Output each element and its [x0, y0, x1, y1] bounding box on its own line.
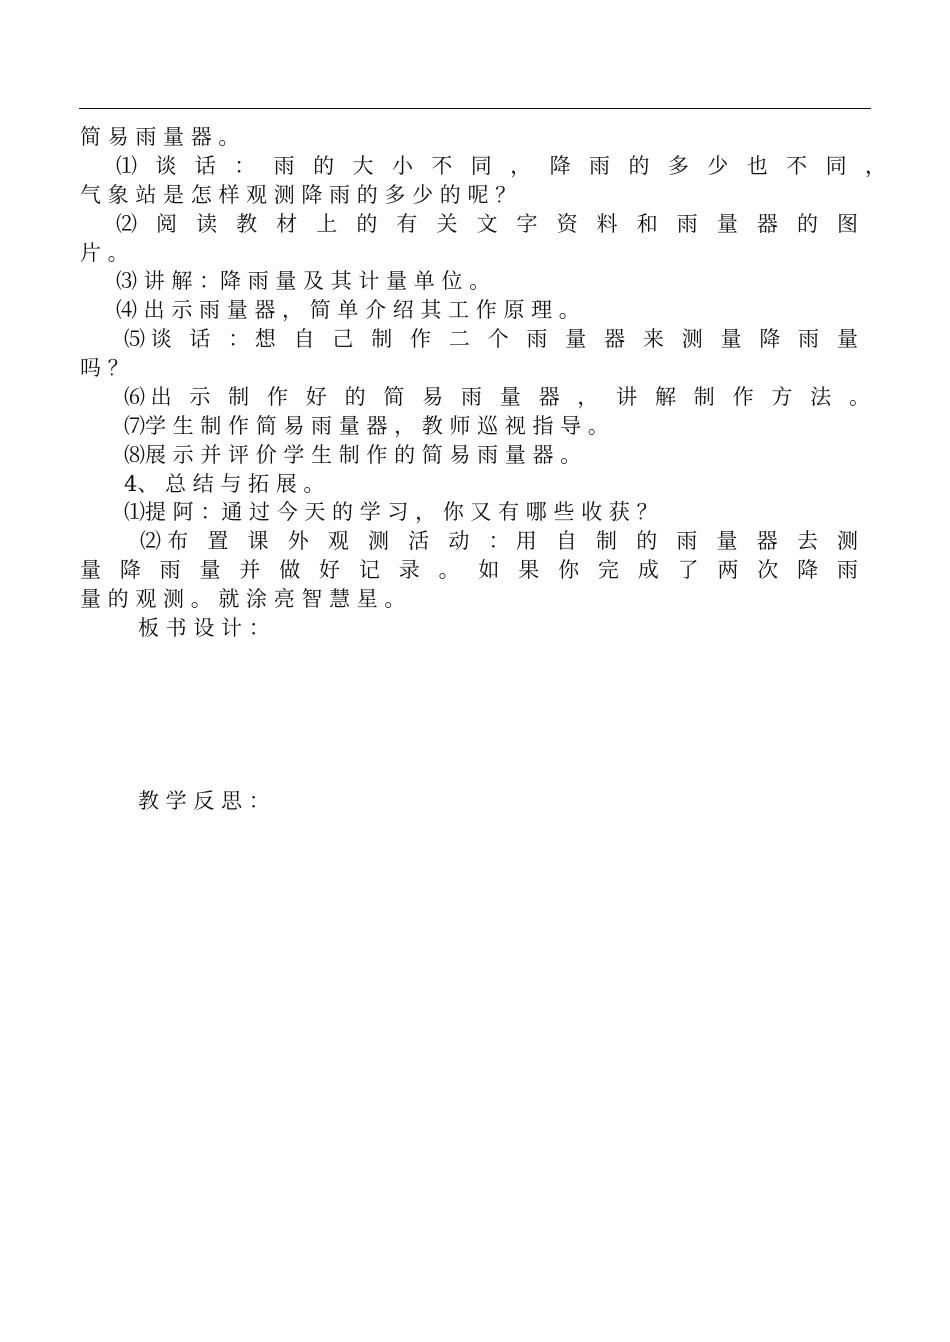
text-line-15: ⑵布 置 课 外 观 测 活 动 ：用 自 制 的 雨 量 器 去 测: [140, 529, 858, 553]
text-line-4: ⑵ 阅 读 教 材 上 的 有 关 文 字 资 料 和 雨 量 器 的 图: [116, 212, 858, 236]
text-line-6: ⑶ 讲 解 ：降 雨 量 及 其 计 量 单 位 。: [116, 269, 491, 293]
text-line-7: ⑷ 出 示 雨 量 器 ， 简 单 介 绍 其 工 作 原 理 。: [116, 298, 580, 322]
text-line-10: ⑹出 示 制 作 好 的 简 易 雨 量 器 ， 讲 解 制 作 方 法 。: [124, 385, 870, 409]
text-line-12: ⑻展 示 并 评 价 学 生 制 作 的 简 易 雨 量 器 。: [124, 443, 582, 467]
text-line-8: ⑸谈 话 ：想 自 己 制 作 二 个 雨 量 器 来 测 量 降 雨 量: [124, 327, 858, 351]
text-line-2: ⑴ 谈 话 ： 雨 的 大 小 不 同 ， 降 雨 的 多 少 也 不 同 ，: [116, 154, 886, 178]
header-rule: [79, 108, 871, 109]
text-line-11: ⑺学 生 制 作 简 易 雨 量 器 ， 教 师 巡 视 指 导 。: [124, 414, 609, 438]
text-line-3: 气 象 站 是 怎 样 观 测 降 雨 的 多 少 的 呢 ？: [80, 183, 517, 207]
text-line-1: 简 易 雨 量 器 。: [80, 125, 240, 149]
section-board-design: 板 书 设 计 ：: [138, 616, 270, 640]
text-line-16: 量 降 雨 量 并 做 好 记 录 。 如 果 你 完 成 了 两 次 降 雨: [80, 558, 858, 582]
text-line-5: 片 。: [80, 241, 129, 265]
section-teaching-reflection: 教 学 反 思 ：: [138, 789, 270, 813]
text-line-17: 量 的 观 测 。 就 涂 亮 智 慧 星 。: [80, 587, 406, 611]
text-line-14: ⑴提 阿 ：通 过 今 天 的 学 习 ， 你 又 有 哪 些 收 获 ？: [124, 500, 658, 524]
text-line-13: 4、 总 结 与 拓 展 。: [124, 472, 325, 496]
text-line-9: 吗 ？: [80, 356, 129, 380]
